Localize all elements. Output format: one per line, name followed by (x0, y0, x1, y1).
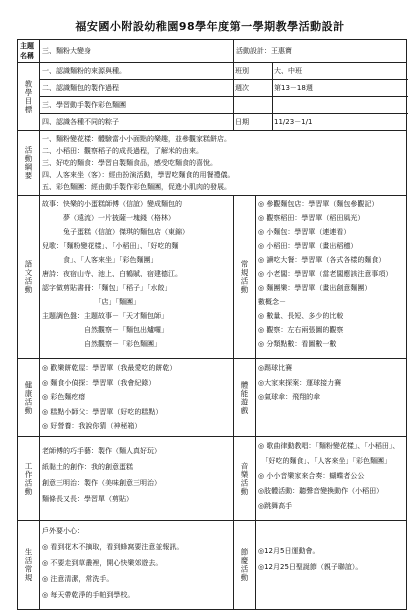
goals-label-cell (18, 63, 40, 131)
physical-content (256, 359, 407, 437)
lesson-plan-table (17, 39, 407, 610)
language-line: 自然觀察－「麵包出爐囉」 (42, 326, 168, 334)
language-label-cell (18, 196, 40, 359)
music-line: ◎ 小小音樂家來合奏：蝴蝶者公公 (258, 472, 365, 480)
physical-label-cell (234, 359, 256, 437)
language-line: 自然觀察－「彩色麵團」 (42, 340, 161, 348)
theme-label: 主題名稱 (18, 40, 40, 63)
week-label: 週次 (232, 80, 274, 97)
date-value: 11/23－1/1 (274, 118, 313, 126)
language-line: 故事：快樂的小蛋糕師傅（信誼）變成麵包的 (42, 200, 182, 208)
music-content (256, 437, 407, 521)
class-label: 班別 (232, 63, 274, 80)
work-line: 老師傅的巧手藝：製作（麵人真好玩） (42, 447, 161, 455)
life-line: ◎ 每天帶乾淨的手帕到學校。 (42, 591, 135, 599)
health-line: ◎ 麵食小偵探：學習單（我會紀錄） (42, 378, 156, 387)
routine-content (256, 196, 407, 359)
physical-line: ◎大家來探案：運球接力賽 (258, 378, 342, 387)
language-line: 兔子蛋糕（信誼）傑琪的麵包店（東錦） (42, 228, 189, 236)
outline-label: 活動綱要 (24, 146, 33, 180)
routine-line: ◎ 參觀麵包店：學習單（麵包參觀記） (258, 200, 379, 208)
life-line: ◎ 看到花木不摘取，看到蜂窩要注意並報訊。 (42, 543, 184, 551)
goals-label: 教學目標 (24, 79, 33, 114)
health-label-cell (18, 359, 40, 437)
routine-line: ◎ 讀吃大餐：學習單（各式各樣的麵食） (258, 256, 386, 264)
life-line: 戶外要小心： (42, 527, 84, 535)
math-line: ◎ 分類點數：看圖數一數 (258, 340, 337, 348)
language-line: 「店」「麵團」 (42, 298, 140, 306)
work-line: 創意三明治：製作（美味創意三明治） (42, 479, 161, 487)
routine-line: ◎ 小老闆：學習單（當老闆應該注意事項） (258, 270, 393, 278)
health-line: ◎ 歡樂餅乾屋：學習單（我最愛吃的餅乾） (42, 364, 177, 372)
health-content (40, 359, 234, 437)
language-label: 語文活動 (24, 260, 33, 294)
routine-line: ◎ 小麵包：學習單（連連看） (258, 228, 351, 236)
blank-value (271, 97, 408, 114)
work-content (40, 437, 234, 521)
outline-list (40, 131, 407, 196)
music-line: ◎跳舞高手 (258, 502, 293, 510)
goal-item: 二、認識麵包的製作過程 (40, 80, 233, 97)
language-line: 主題調色盤：主題故事－「天才麵包師」 (42, 312, 168, 320)
language-content (40, 196, 234, 359)
goals-list (40, 63, 234, 131)
work-label-cell (18, 437, 40, 521)
page-title: 福安國小附設幼稚園98學年度第一學期教學活動設計 (75, 20, 345, 33)
health-line: ◎ 好營養：我說你猜（神秘箱） (42, 422, 142, 430)
physical-line: ◎氣球傘：飛翔的傘 (258, 393, 321, 401)
work-line: 紙黏土的創作：我的創意蛋糕 (42, 463, 133, 471)
class-info (234, 63, 407, 131)
language-line: 夢（遠流）一片披薩一塊錢（格林） (42, 214, 175, 222)
health-line: ◎ 糕點小師父：學習單（好吃的糕點） (42, 407, 163, 416)
life-label: 生活常規 (24, 548, 33, 582)
routine-label-cell (234, 196, 256, 359)
work-label: 工作活動 (24, 461, 33, 496)
festival-line: ◎12月25日聖誕節（親子聯誼）。 (258, 563, 363, 571)
outline-item: 一、麵粉變花樣：體驗當小小面點的樂趣，並參觀家糕餅店。 (42, 135, 231, 143)
outline-label-cell (18, 131, 40, 196)
life-content (40, 521, 234, 610)
festival-label-cell (234, 521, 256, 610)
music-label-cell (234, 437, 256, 521)
class-value: 大、中班 (271, 63, 408, 80)
life-line: ◎ 注意清潔，常洗手。 (42, 575, 114, 583)
language-line: 兒歌：「麵粉變花樣」、「小稻田」、「好吃的麵 (42, 242, 179, 250)
language-line: 唐詩：夜宿山寺、池上、白鶴賦、宿建德江。 (42, 270, 182, 278)
music-line: ◎肢體活動：聽聲音變換動作（小稻田） (258, 487, 384, 495)
math-line: ◎ 數量、長短、多少的比較 (258, 312, 344, 320)
date-label: 日期 (235, 118, 249, 126)
routine-line: ◎ 小稻田：學習單（畫出稻穗） (258, 242, 358, 250)
math-label: 數概念－ (258, 298, 286, 306)
music-line: 「好吃的麵食」、「人客來坐」「彩色麵團」 (258, 457, 391, 465)
health-line: ◎ 彩色麵疙瘩 (42, 393, 86, 401)
goal-item: 一、認識麵粉的來源與種。 (40, 63, 233, 80)
life-label-cell (18, 521, 40, 610)
designer: 活動設計：王惠寶 (234, 40, 407, 63)
outline-item: 二、小稻田：觀察稻子的成長過程，了解米的由來。 (42, 147, 203, 155)
outline-item: 四、人客來坐（客）：經由扮演活動，學習吃麵食的用餐禮儀。 (42, 171, 235, 179)
festival-line: ◎12月5日運動會。 (258, 547, 320, 555)
health-label: 健康活動 (24, 380, 33, 415)
music-line: ◎ 歌曲律動教唱：「麵粉變花樣」、「小稻田」、 (258, 442, 400, 450)
math-line: ◎ 觀察：左右兩張圖的觀察 (258, 326, 344, 334)
theme-value: 三、麵粉大變身 (40, 40, 234, 63)
festival-label: 節慶活動 (240, 548, 249, 582)
goal-item: 四、認識各種不同的粽子 (42, 118, 119, 126)
routine-line: ◎ 麵團樂：學習單（畫出創意麵團） (258, 284, 372, 292)
language-line: 食」、「人客來坐」「彩色麵團」 (42, 256, 158, 264)
physical-label: 體能遊戲 (240, 380, 249, 415)
routine-line: ◎ 觀察稻田：學習單（稻田風光） (258, 214, 365, 222)
goal-item: 三、學習動手製作彩色麵團 (40, 97, 233, 114)
music-label: 音樂活動 (240, 461, 249, 496)
work-line: 麵條長又長：學習單（剪貼） (42, 495, 133, 503)
week-value: 第13－18週 (271, 80, 408, 97)
physical-line: ◎踢球比賽 (258, 364, 293, 372)
festival-content (256, 521, 407, 610)
blank-label (232, 97, 274, 114)
outline-item: 五、彩色麵團：經由動手製作彩色麵團，促進小肌肉的發展。 (42, 183, 231, 191)
outline-item: 三、好吃的麵食：學習自製麵食品，感受吃麵食的喜悅。 (42, 159, 217, 167)
life-line: ◎ 不要走到草叢裡，開心快樂郊遊去。 (42, 559, 163, 567)
routine-label: 常規活動 (240, 260, 249, 294)
language-line: 認字做剪貼書冊：「麵包」「稻子」「水餃」 (42, 284, 172, 292)
